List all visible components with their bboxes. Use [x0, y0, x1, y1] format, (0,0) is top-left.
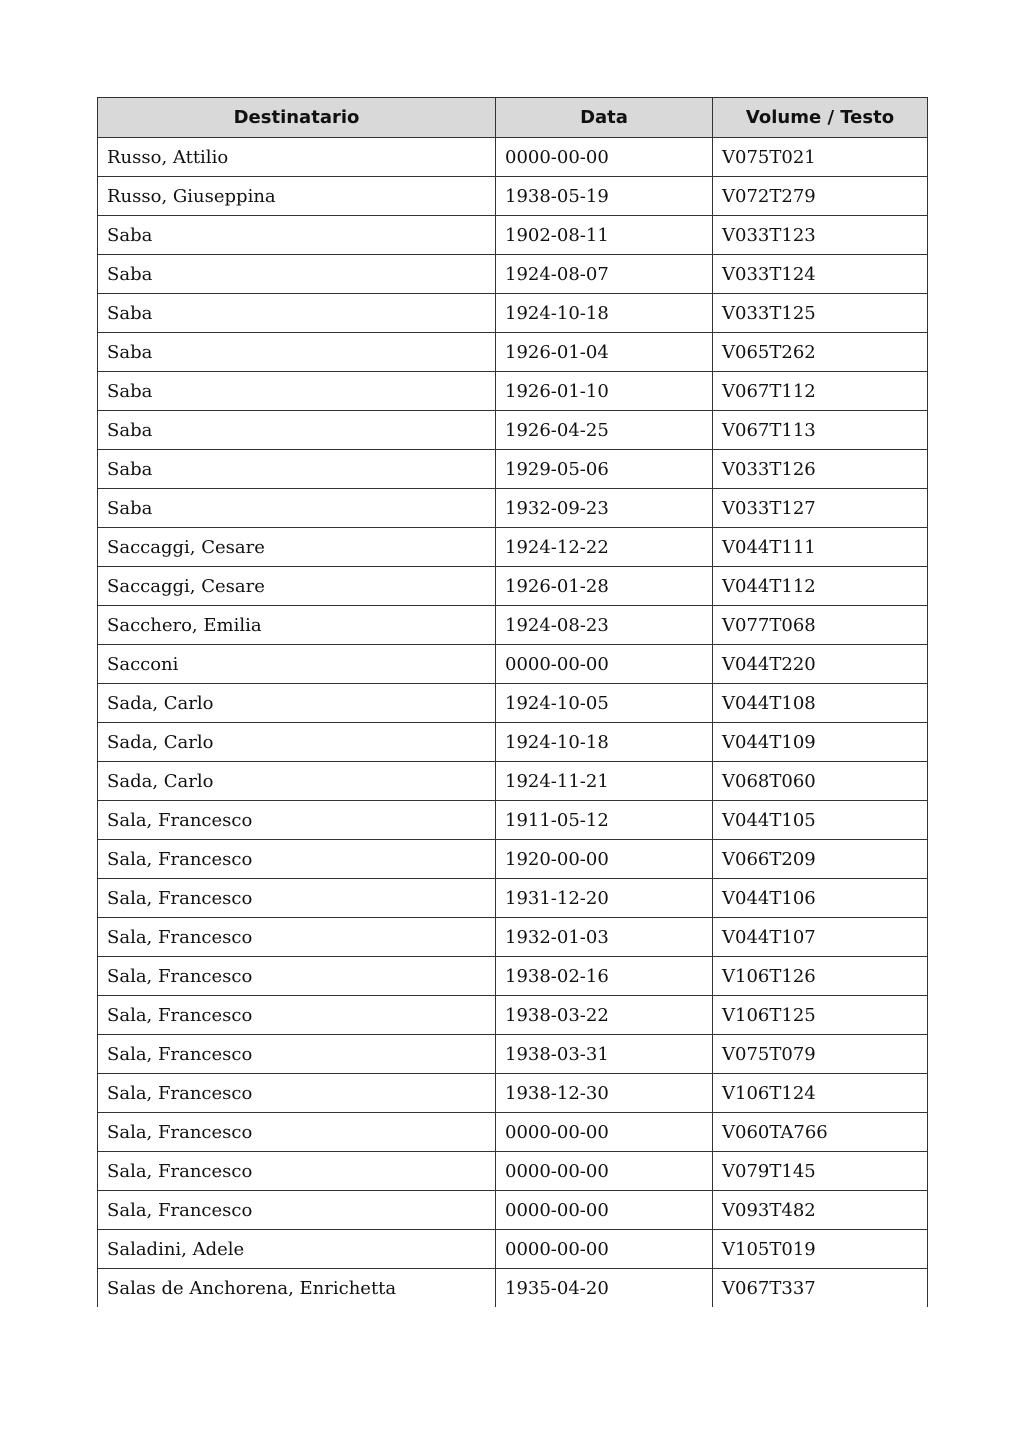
cell-volume-testo: V060TA766	[713, 1113, 928, 1152]
table-row	[98, 723, 928, 762]
cell-volume-testo: V044T106	[713, 879, 928, 918]
table-row	[98, 957, 928, 996]
cell-destinatario: Russo, Giuseppina	[98, 177, 496, 216]
cell-volume-testo: V077T068	[713, 606, 928, 645]
cell-data: 0000-00-00	[496, 138, 713, 177]
cell-data: 1924-08-07	[496, 255, 713, 294]
cell-volume-testo: V106T126	[713, 957, 928, 996]
cell-data: 1926-04-25	[496, 411, 713, 450]
table-row	[98, 1230, 928, 1269]
correspondence-table	[97, 97, 928, 1307]
table-row	[98, 762, 928, 801]
cell-volume-testo: V044T112	[713, 567, 928, 606]
table-row	[98, 1152, 928, 1191]
table-row	[98, 645, 928, 684]
table-row	[98, 684, 928, 723]
cell-destinatario: Saba	[98, 294, 496, 333]
cell-destinatario: Saba	[98, 333, 496, 372]
cell-volume-testo: V067T112	[713, 372, 928, 411]
cell-destinatario: Saccaggi, Cesare	[98, 528, 496, 567]
table-row	[98, 918, 928, 957]
table-row	[98, 333, 928, 372]
cell-destinatario: Saladini, Adele	[98, 1230, 496, 1269]
cell-destinatario: Sala, Francesco	[98, 1074, 496, 1113]
header-volume-testo: Volume / Testo	[713, 98, 928, 138]
cell-data: 0000-00-00	[496, 645, 713, 684]
table-row	[98, 216, 928, 255]
cell-destinatario: Saba	[98, 255, 496, 294]
cell-volume-testo: V066T209	[713, 840, 928, 879]
cell-data: 1931-12-20	[496, 879, 713, 918]
cell-destinatario: Sala, Francesco	[98, 801, 496, 840]
cell-volume-testo: V044T108	[713, 684, 928, 723]
table-row	[98, 1113, 928, 1152]
table-row	[98, 528, 928, 567]
table-row	[98, 450, 928, 489]
cell-volume-testo: V075T021	[713, 138, 928, 177]
cell-volume-testo: V106T124	[713, 1074, 928, 1113]
table-row	[98, 1269, 928, 1308]
cell-data: 1938-03-22	[496, 996, 713, 1035]
cell-destinatario: Sala, Francesco	[98, 879, 496, 918]
cell-volume-testo: V033T126	[713, 450, 928, 489]
cell-data: 0000-00-00	[496, 1113, 713, 1152]
cell-volume-testo: V093T482	[713, 1191, 928, 1230]
cell-destinatario: Saba	[98, 372, 496, 411]
cell-destinatario: Sala, Francesco	[98, 1113, 496, 1152]
cell-volume-testo: V044T105	[713, 801, 928, 840]
cell-volume-testo: V068T060	[713, 762, 928, 801]
cell-data: 1938-02-16	[496, 957, 713, 996]
cell-data: 1924-10-18	[496, 294, 713, 333]
cell-data: 1938-05-19	[496, 177, 713, 216]
cell-destinatario: Sala, Francesco	[98, 918, 496, 957]
cell-data: 1902-08-11	[496, 216, 713, 255]
cell-destinatario: Sada, Carlo	[98, 723, 496, 762]
cell-volume-testo: V067T337	[713, 1269, 928, 1308]
cell-data: 1932-01-03	[496, 918, 713, 957]
cell-volume-testo: V067T113	[713, 411, 928, 450]
cell-data: 1911-05-12	[496, 801, 713, 840]
table-row	[98, 255, 928, 294]
cell-data: 0000-00-00	[496, 1191, 713, 1230]
cell-destinatario: Sala, Francesco	[98, 1191, 496, 1230]
cell-destinatario: Sada, Carlo	[98, 762, 496, 801]
cell-volume-testo: V065T262	[713, 333, 928, 372]
cell-destinatario: Saba	[98, 216, 496, 255]
cell-volume-testo: V033T124	[713, 255, 928, 294]
cell-volume-testo: V033T123	[713, 216, 928, 255]
cell-data: 1924-10-05	[496, 684, 713, 723]
table-header-row	[98, 98, 928, 138]
table-row	[98, 372, 928, 411]
cell-data: 0000-00-00	[496, 1152, 713, 1191]
table-row	[98, 1191, 928, 1230]
cell-destinatario: Sacconi	[98, 645, 496, 684]
table-row	[98, 567, 928, 606]
cell-destinatario: Russo, Attilio	[98, 138, 496, 177]
cell-destinatario: Saba	[98, 489, 496, 528]
header-data: Data	[496, 98, 713, 138]
cell-data: 1926-01-10	[496, 372, 713, 411]
cell-data: 1924-10-18	[496, 723, 713, 762]
cell-data: 1938-12-30	[496, 1074, 713, 1113]
cell-destinatario: Sala, Francesco	[98, 840, 496, 879]
cell-destinatario: Saba	[98, 411, 496, 450]
table-row	[98, 606, 928, 645]
cell-data: 1924-08-23	[496, 606, 713, 645]
cell-volume-testo: V075T079	[713, 1035, 928, 1074]
cell-volume-testo: V105T019	[713, 1230, 928, 1269]
cell-destinatario: Sala, Francesco	[98, 957, 496, 996]
table-body	[98, 138, 928, 1308]
cell-data: 1920-00-00	[496, 840, 713, 879]
cell-data: 1924-11-21	[496, 762, 713, 801]
table-row	[98, 294, 928, 333]
table-row	[98, 177, 928, 216]
header-destinatario: Destinatario	[98, 98, 496, 138]
cell-destinatario: Sacchero, Emilia	[98, 606, 496, 645]
table-row	[98, 879, 928, 918]
table-row	[98, 489, 928, 528]
cell-data: 1938-03-31	[496, 1035, 713, 1074]
table-row	[98, 1035, 928, 1074]
cell-volume-testo: V079T145	[713, 1152, 928, 1191]
cell-destinatario: Sada, Carlo	[98, 684, 496, 723]
cell-destinatario: Saccaggi, Cesare	[98, 567, 496, 606]
cell-data: 1929-05-06	[496, 450, 713, 489]
cell-volume-testo: V033T125	[713, 294, 928, 333]
cell-destinatario: Saba	[98, 450, 496, 489]
cell-data: 1924-12-22	[496, 528, 713, 567]
cell-volume-testo: V044T109	[713, 723, 928, 762]
table-row	[98, 411, 928, 450]
cell-volume-testo: V072T279	[713, 177, 928, 216]
cell-data: 1935-04-20	[496, 1269, 713, 1308]
table-row	[98, 801, 928, 840]
cell-data: 1926-01-04	[496, 333, 713, 372]
table-row	[98, 1074, 928, 1113]
cell-data: 1932-09-23	[496, 489, 713, 528]
cell-destinatario: Sala, Francesco	[98, 996, 496, 1035]
cell-volume-testo: V044T111	[713, 528, 928, 567]
cell-volume-testo: V044T220	[713, 645, 928, 684]
cell-volume-testo: V044T107	[713, 918, 928, 957]
cell-destinatario: Sala, Francesco	[98, 1035, 496, 1074]
cell-volume-testo: V106T125	[713, 996, 928, 1035]
cell-destinatario: Salas de Anchorena, Enrichetta	[98, 1269, 496, 1308]
cell-volume-testo: V033T127	[713, 489, 928, 528]
table-row	[98, 138, 928, 177]
cell-data: 1926-01-28	[496, 567, 713, 606]
table-row	[98, 840, 928, 879]
table-row	[98, 996, 928, 1035]
cell-destinatario: Sala, Francesco	[98, 1152, 496, 1191]
cell-data: 0000-00-00	[496, 1230, 713, 1269]
